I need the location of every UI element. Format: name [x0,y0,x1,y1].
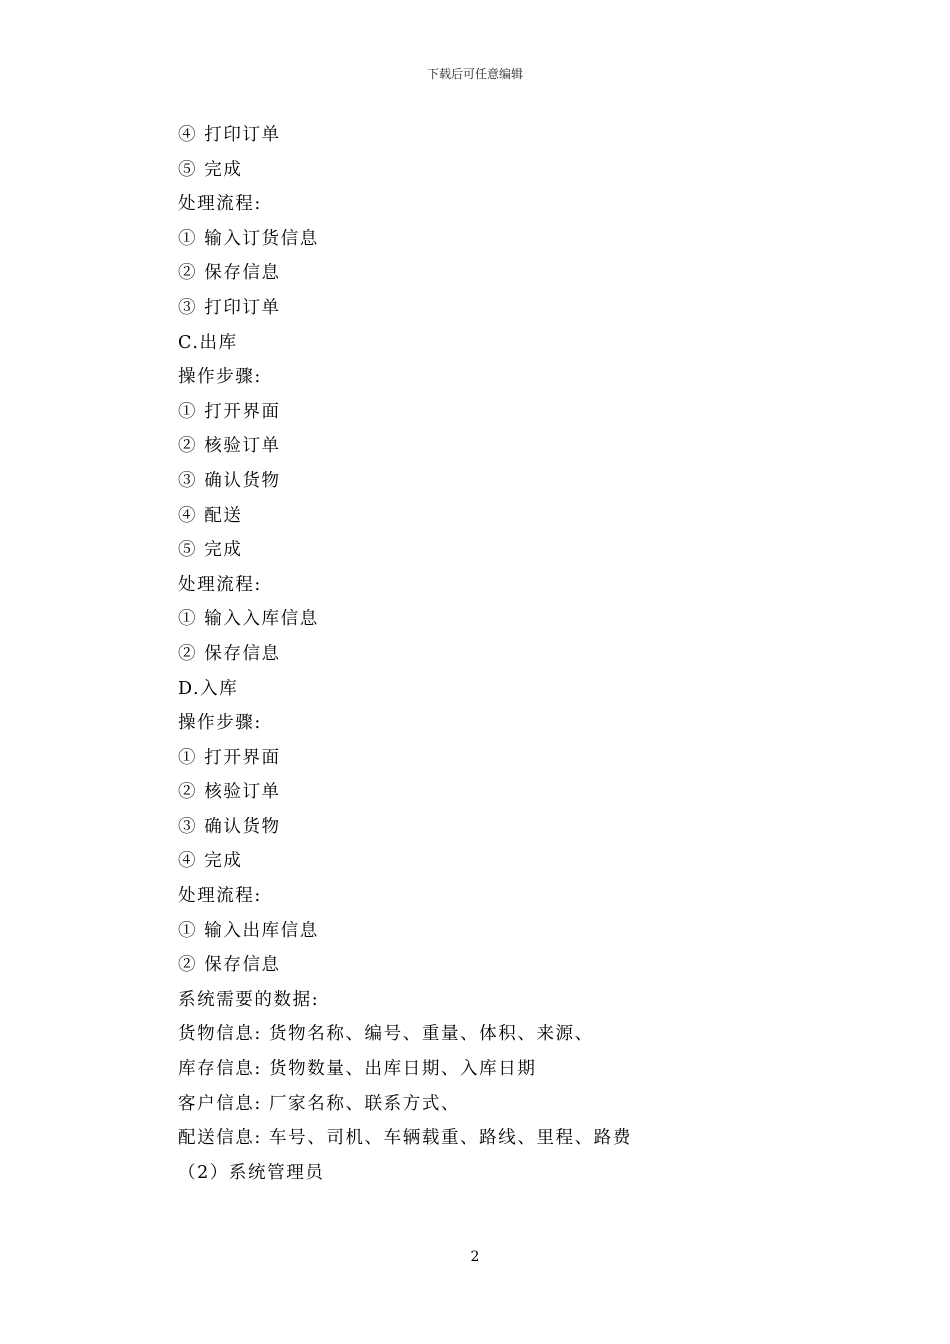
list-item: ④ 完成 [178,851,243,872]
section-label: 操作步骤: [178,713,262,734]
data-description: 库存信息: 货物数量、出库日期、入库日期 [178,1059,537,1080]
list-item: ④ 配送 [178,505,243,526]
data-description: 货物信息: 货物名称、编号、重量、体积、来源、 [178,1024,594,1045]
page-number: 2 [470,1249,480,1265]
list-item: ① 输入订货信息 [178,228,319,249]
list-item: ① 输入入库信息 [178,609,319,630]
list-item: ② 保存信息 [178,643,281,664]
list-item: ② 核验订单 [178,436,281,457]
section-label: 系统需要的数据: [178,989,320,1010]
list-item: ① 打开界面 [178,401,281,422]
list-item: ⑤ 完成 [178,159,243,180]
section-label: 处理流程: [178,886,262,907]
data-description: 配送信息: 车号、司机、车辆载重、路线、里程、路费 [178,1128,632,1149]
section-heading: D.入库 [178,678,239,699]
section-heading: C.出库 [178,332,238,353]
document-body [178,118,778,1190]
list-item: ③ 确认货物 [178,470,281,491]
section-label: 处理流程: [178,574,262,595]
data-description: 客户信息: 厂家名称、联系方式、 [178,1093,461,1114]
list-item: ② 核验订单 [178,782,281,803]
list-item: ③ 确认货物 [178,816,281,837]
list-item: ① 输入出库信息 [178,920,319,941]
list-item: ⑤ 完成 [178,540,243,561]
list-item: ④ 打印订单 [178,125,281,145]
section-label: 操作步骤: [178,367,262,388]
list-item: ② 保存信息 [178,263,281,284]
list-item: ② 保存信息 [178,955,281,976]
page-header: 下载后可任意编辑 [426,67,523,81]
section-label: 处理流程: [178,194,262,215]
list-item: ① 打开界面 [178,747,281,768]
section-heading: （2）系统管理员 [178,1162,325,1183]
list-item: ③ 打印订单 [178,297,281,318]
